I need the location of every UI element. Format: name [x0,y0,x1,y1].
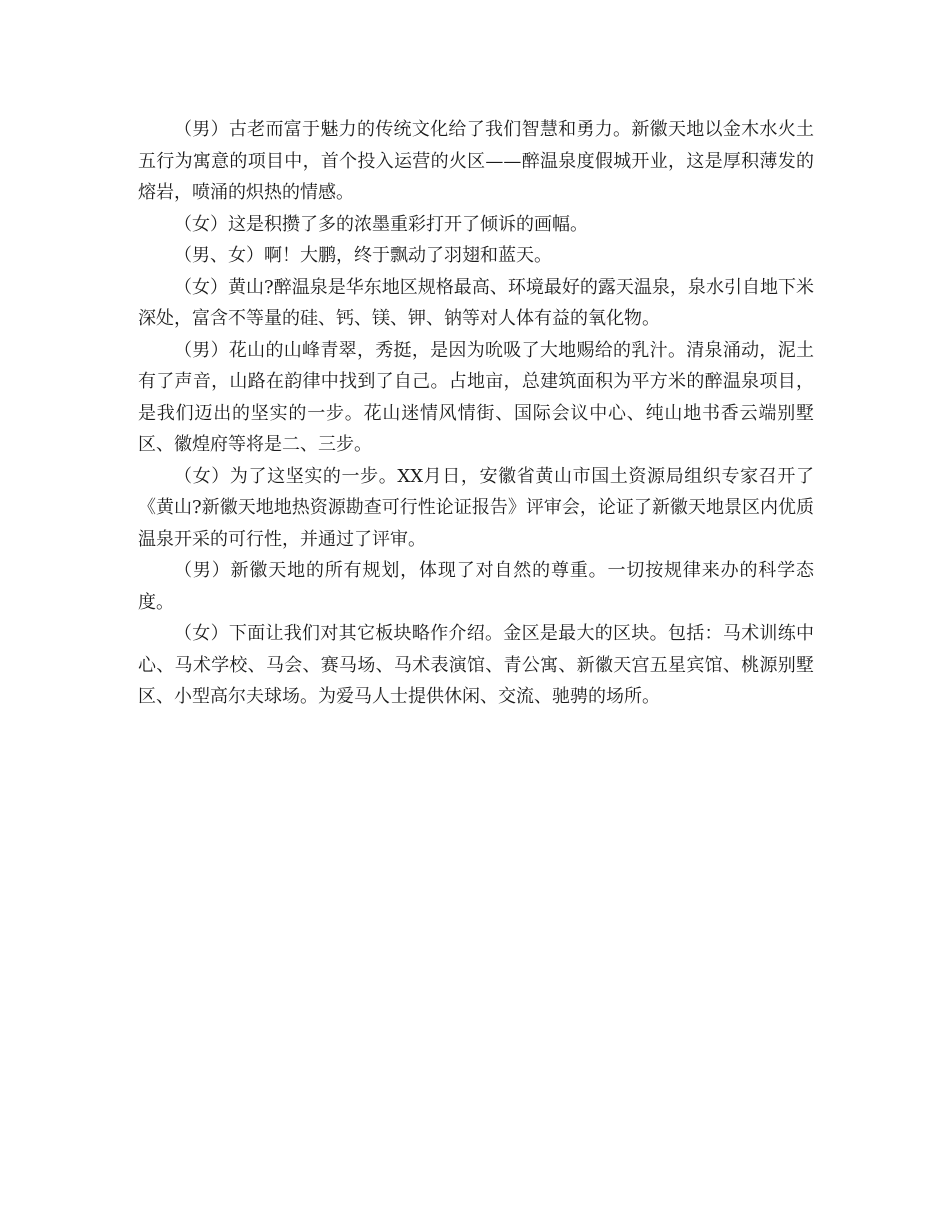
paragraph-female-hot-spring: （女）黄山?醉温泉是华东地区规格最高、环境最好的露天温泉，泉水引自地下米深处，富含不等量的硅、钙、镁、钾、钠等对人体有益的氧化物。 [138,276,814,329]
paragraph-female-painting: （女）这是积攒了多的浓墨重彩打开了倾诉的画幅。 [174,213,588,235]
paragraph-both-dapeng: （男、女）啊！大鹏，终于飘动了羽翅和蓝天。 [174,245,552,266]
paragraph-male-planning: （男）新徽天地的所有规划，体现了对自然的尊重。一切按规律来办的科学态度。 [138,560,814,613]
paragraph-male-huashan: （男）花山的山峰青翠，秀挺，是因为吮吸了大地赐给的乳汁。清泉涌动，泥土有了声音，山路在韵律中找到了自己。占地亩，总建筑面积为平方米的醉温泉项目，是我们迈出的坚实的一步。花山迷情风情街、国际会议中心、纯山地书香云端别墅区、徽煌府等将是二、三步。 [138,339,814,455]
paragraph-male-culture: （男）古老而富于魅力的传统文化给了我们智慧和勇力。新徽天地以金木水火土五行为寓意的项目中，首个投入运营的火区——醉温泉度假城开业，这是厚积薄发的熔岩，喷涌的炽热的情感。 [138,119,814,203]
document-body [138,114,814,713]
paragraph-female-review: （女）为了这坚实的一步。XX月日，安徽省黄山市国土资源局组织专家召开了《黄山?新徽天地地热资源勘查可行性论证报告》评审会，论证了新徽天地景区内优质温泉开采的可行性，并通过了评审。 [138,465,814,550]
paragraph-female-gold-zone: （女）下面让我们对其它板块略作介绍。金区是最大的区块。包括：马术训练中心、马术学校、马会、赛马场、马术表演馆、青公寓、新徽天宫五星宾馆、桃源别墅区、小型高尔夫球场。为爱马人士提供休闲、交流、驰骋的场所。 [138,623,814,707]
